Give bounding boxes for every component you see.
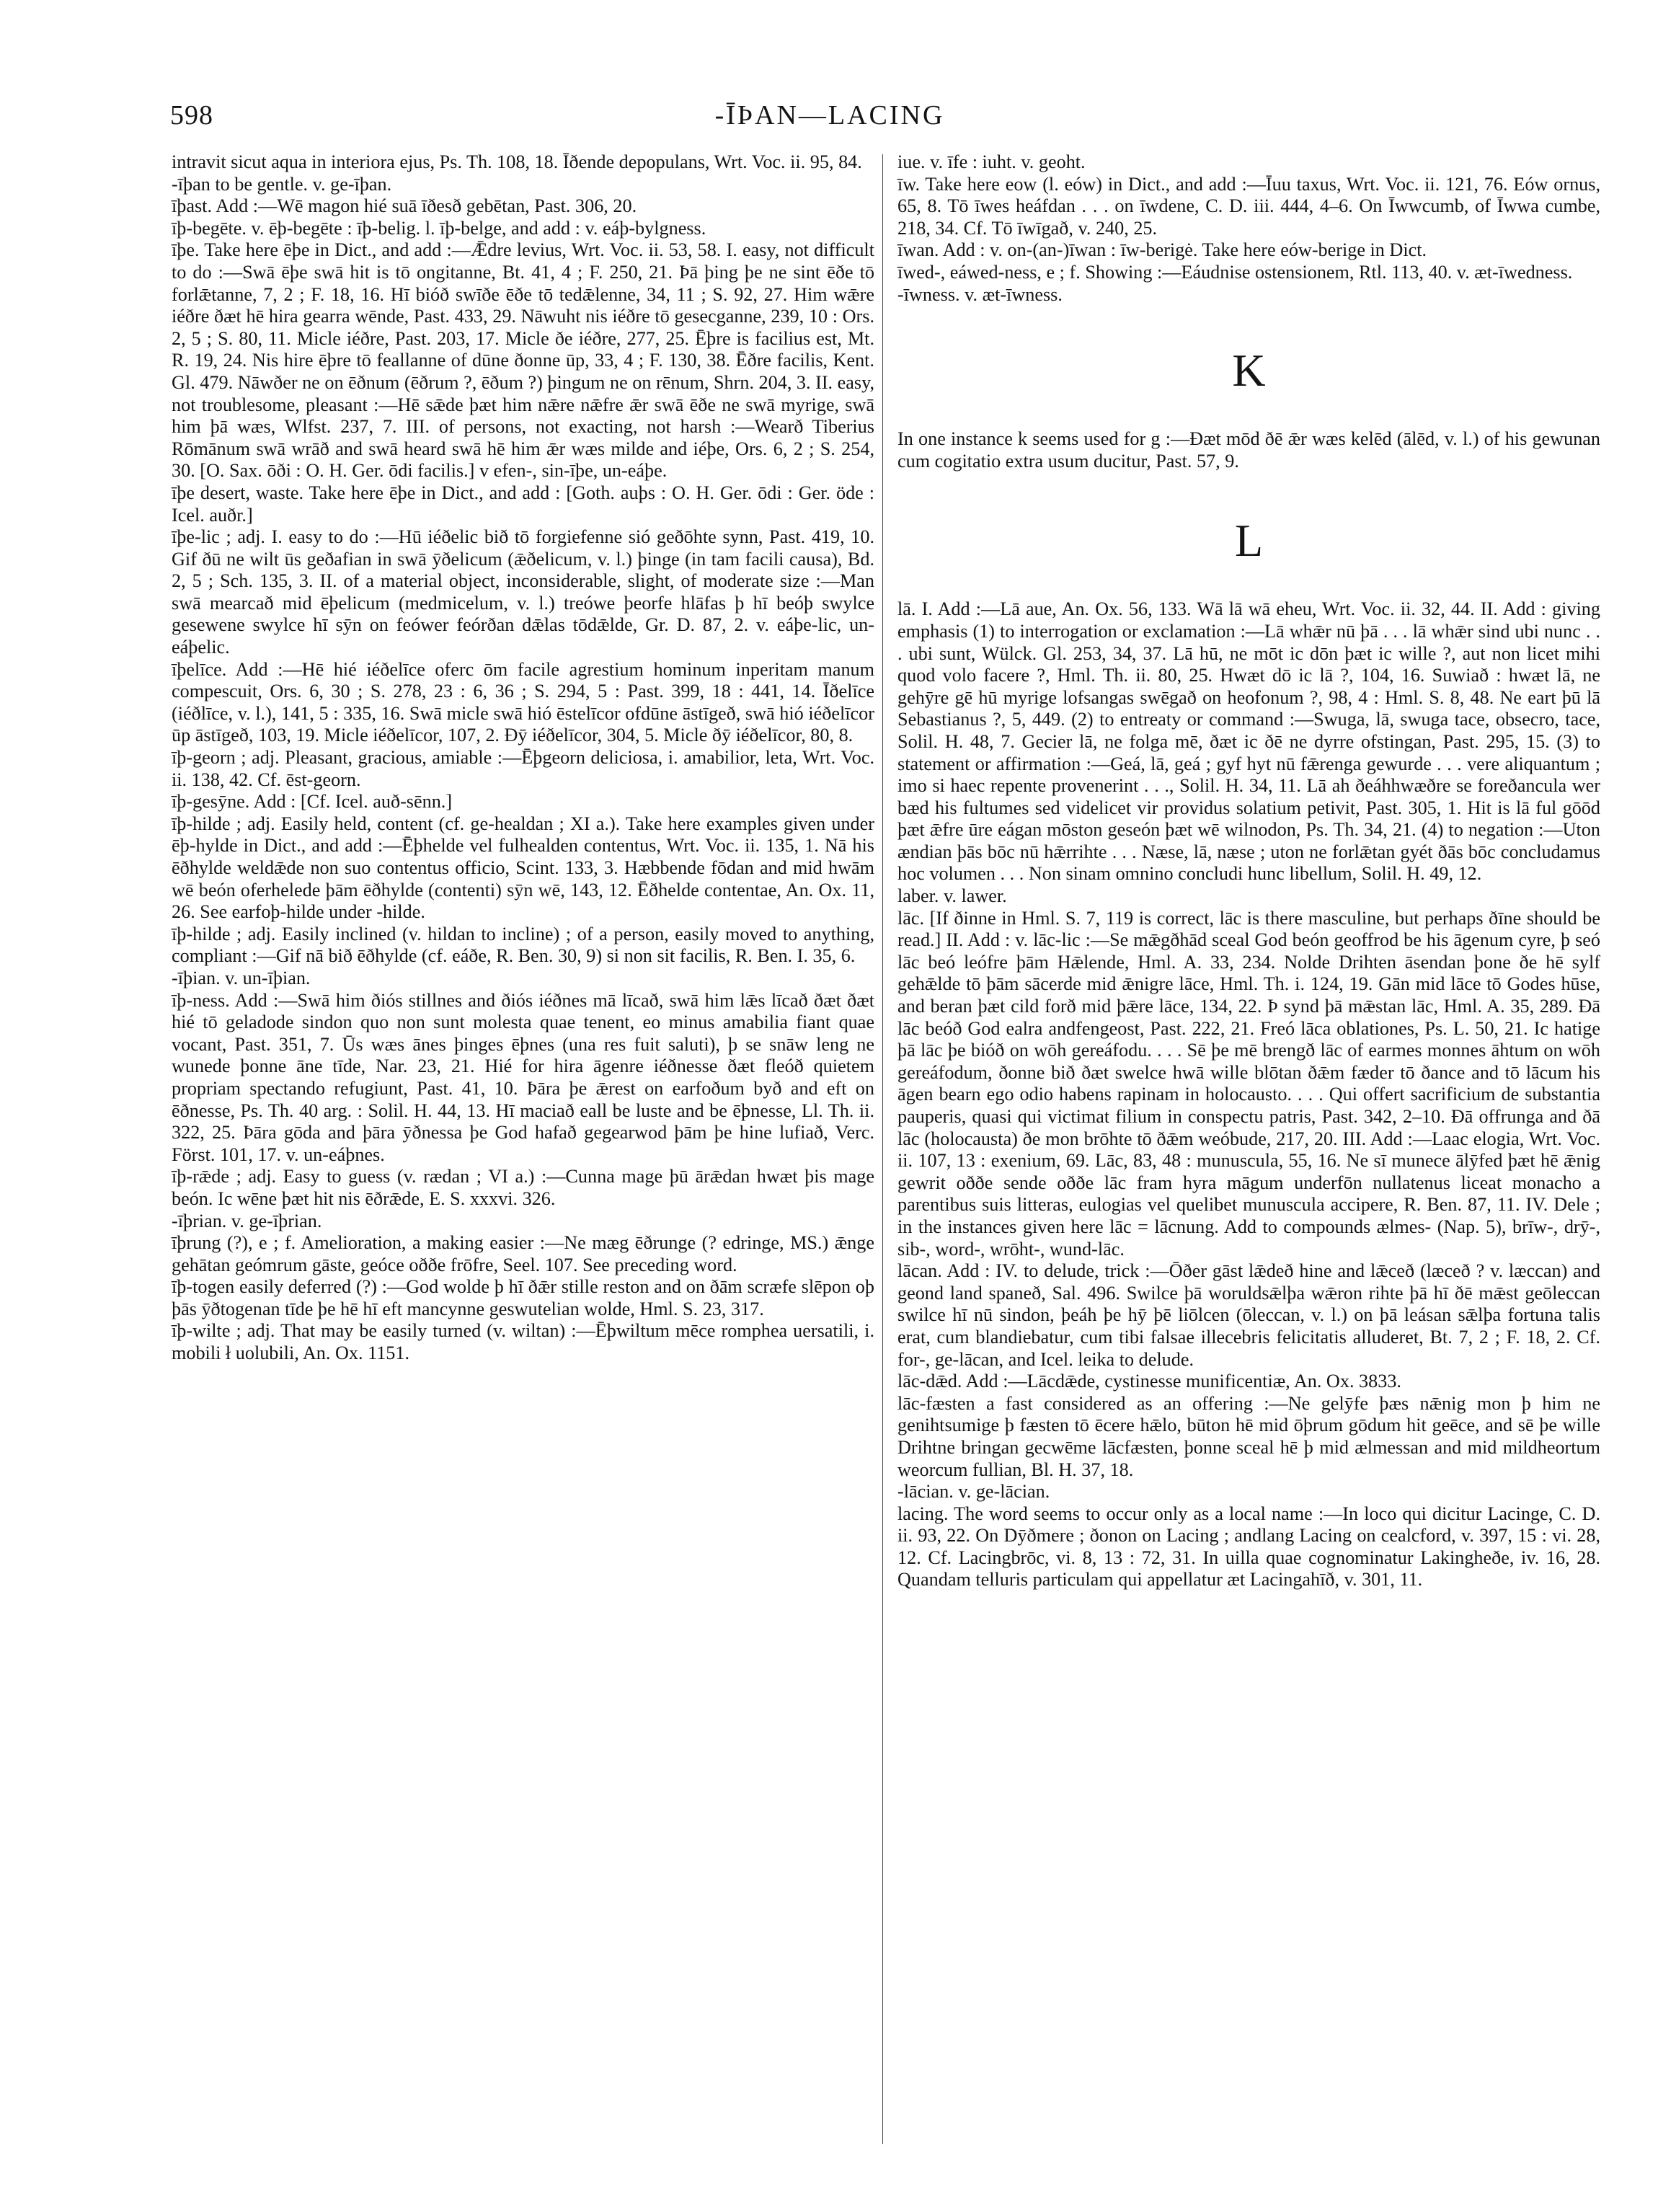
dictionary-entry: īþ-ness. Add :—Swā him ðiós stillnes and ðiós iéðnes mā līcað, swā him lǣs līcað ðæt ðæt hié tō geladode sindon quo non sunt molesta quae tenent, eo minus amabilia fiant quae vocant, Past. 351, 7. Ūs wæs ānes þinges ēþnes (una res fuit saluti), þ se snāw leng ne wunede þonne āne tīde, Nar. 23, 21. Hié for hira āgenre iéðnesse ðæt fleóð quietem propriam spectando refugiunt, Past. 41, 10. Þāra þe ǣrest on earfoðum byð and eft on ēðnesse, Ps. Th. 40 arg. : Solil. H. 44, 13. Hī maciað eall be luste and be ēþnesse, Ll. Th. ii. 322, 25. Þāra gōda and þāra ȳðnessa þe God hafað gegearwod þām þe hine lufiað, Verc. Först. 101, 17. v. un-eáþnes. [172,989,874,1165]
letter-heading-k: K [1232,345,1266,397]
dictionary-entry: īþ-gesȳne. Add : [Cf. Icel. auð-sēnn.] [172,791,453,813]
dictionary-entry: īþe. Take here ēþe in Dict., and add :—Ǣdre levius, Wrt. Voc. ii. 53, 58. I. easy, not difficult to do :—Swā ēþe swā hit is tō ongitanne, Bt. 41, 4 ; F. 250, 21. Þā þing þe ne sint ēðe tō forlǣtanne, 7, 2 ; F. 18, 16. Hī bióð swīðe ēðe tō tedǣlenne, 34, 11 ; S. 92, 27. Him wǣre iéðre ðæt hē hira gearra wēnde, Past. 433, 29. Nāwuht nis iéðre tō gesecganne, 239, 10 : Ors. 2, 5 ; S. 80, 11. Micle iéðre, Past. 203, 17. Micle ðe iéðre, 277, 25. Ēþre is facilius est, Mt. R. 19, 24. Nis hire ēþre tō feallanne of dūne ðonne ūp, 33, 4 ; F. 130, 38. Ēðre facilis, Kent. Gl. 479. Nāwðer ne on ēðnum (ēðrum ?, ēðum ?) þingum ne on rēnum, Shrn. 204, 3. II. easy, not troublesome, pleasant :—Hē sǣde þæt him nǣre nǣfre ǣr swā ēðe ne swā myrige, swā him þā wæs, Wlfst. 237, 7. III. of persons, not exacting, not harsh :—Wearð Tiberius Rōmānum swā wrāð and swā heard swā hē him ǣr wæs milde and iéþe, Ors. 6, 2 ; S. 254, 30. [O. Sax. ōði : O. H. Ger. ōdi facilis.] v efen-, sin-īþe, un-eáþe. [172,239,875,482]
left-column [172,151,874,1365]
dictionary-entry: īþe-lic ; adj. I. easy to do :—Hū iéðelic bið tō forgiefenne sió geðōhte synn, Past. 419, 10. Gif ðū ne wilt ūs geðafian in swā ȳðelicum (ǣðelicum, v. l.) þinge (in tam facili causa), Bd. 2, 5 ; Sch. 135, 3. II. of a material object, inconsiderable, slight, of moderate size :—Man swā mearcað mid ēþelicum (medmicelum, v. l.) treówe þeorfe hlāfas þ hī beóþ swylce gesewene swylce hī sȳn on feówer feórðan dǣlas tōdǣlde, Gr. D. 87, 2. v. eáþe-lic, un-eáþelic. [172,526,874,658]
dictionary-entry: īþ-togen easily deferred (?) :—God wolde þ hī ðǣr stille reston and on ðām scræfe slēpon oþ þās ȳðtogenan tīde þe hē hī eft mancynne geswutelian wolde, Hml. S. 23, 317. [172,1276,874,1319]
column-divider [882,154,883,2144]
page-number: 598 [170,100,213,130]
dictionary-entry: intravit sicut aqua in interiora ejus, Ps. Th. 108, 18. Īðende depopulans, Wrt. Voc. ii. 95, 84. [172,151,862,172]
dictionary-entry: īþ-hilde ; adj. Easily held, content (cf. ge-healdan ; XI a.). Take here examples given under ēþ-hylde in Dict., and add :—Ēþhelde vel fulhealden contentus, Wrt. Voc. ii. 135, 1. Nā his ēðhylde weldǣde non suo contentus officio, Scint. 133, 3. Hæbbende fōdan and mid hwām wē beón oferhelede þām ēðhylde (contenti) sȳn wē, 143, 12. Ēðhelde contentae, An. Ox. 11, 26. See earfoþ-hilde under -hilde. [172,813,874,923]
dictionary-entry: iue. v. īfe : iuht. v. geoht. [897,151,1086,172]
dictionary-entry: īþ-georn ; adj. Pleasant, gracious, amiable :—Ēþgeorn deliciosa, i. amabilior, leta, Wrt. Voc. ii. 138, 42. Cf. ēst-georn. [172,747,874,790]
dictionary-entry: lāc-fæsten a fast considered as an offering :—Ne gelȳfe þæs nǣnig mon þ him ne genihtsumige þ fæsten tō ēcere hǣlo, būton hē mid ōþrum gōdum hit geēce, and sē þe wille Drihtne bringan gecwēme lācfæsten, þonne sceal hē þ mid ælmessan and mid mildheortum weorcum fullian, Bl. H. 37, 18. [897,1392,1600,1480]
running-head: -ĪÞAN—LACING [714,100,945,130]
dictionary-entry: lāc-dǣd. Add :—Lācdǣde, cystinesse munificentiæ, An. Ox. 3833. [897,1371,1401,1392]
dictionary-entry: īþe desert, waste. Take here ēþe in Dict., and add : [Goth. auþs : O. H. Ger. ōdi : Ger. öde : Icel. auðr.] [172,482,874,526]
dictionary-entry: īþrung (?), e ; f. Amelioration, a making easier :—Ne mæg ēðrunge (? edringe, MS.) ǣnge gehātan geómrum gāste, geóce oððe frōfre, Seel. 107. See preceding word. [172,1232,874,1275]
page-header [170,99,1489,143]
dictionary-entry: īþelīce. Add :—Hē hié iéðelīce oferc ōm facile agrestium hominum inperitam manum compescuit, Ors. 6, 30 ; S. 278, 23 : 6, 36 ; S. 294, 5 : Past. 399, 18 : 441, 14. Īðelīce (iéðlīce, v. l.), 141, 5 : 335, 16. Swā micle swā hió ēstelīcor ofdūne āstīgeð, swā hió iéðelīcor ūp āstīgeð, 103, 19. Micle iéðelīcor, 107, 2. Ðȳ iéðelīcor, 304, 5. Micle ðȳ iéðelīcor, 80, 8. [172,658,874,746]
dictionary-entry: -īþan to be gentle. v. ge-īþan. [172,173,392,195]
dictionary-entry: īwan. Add : v. on-(an-)īwan : īw-berigė. Take here eów-berige in Dict. [897,239,1427,261]
dictionary-entry: lācan. Add : IV. to delude, trick :—Ōðer gāst lǣdeð hine and lǣceð (læceð ? v. læccan) and geond land spaneð, Sal. 496. Swilce þā woruldsǣlþa wǣron rihte þā hī ðē mǣst geōleccan swilce hī nū sindon, þeáh þe hȳ þē liōlcen (ōleccan, v. l.) on þā leásan sǣlþa fortuna talis erat, cum blandiebatur, cum tibi falsae illecebris felicitatis alluderet, Bt. 7, 2 ; F. 18, 2. Cf. for-, ge-lācan, and Icel. leika to delude. [897,1260,1600,1370]
dictionary-entry: īþast. Add :—Wē magon hié suā īðesð gebētan, Past. 306, 20. [172,195,637,217]
dictionary-entry: īþ-hilde ; adj. Easily inclined (v. hildan to incline) ; of a person, easily moved to anything, compliant :—Gif nā bið ēðhylde (cf. eáðe, R. Ben. 30, 9) si non sit facilis, R. Ben. I. 35, 6. [172,923,874,967]
dictionary-entry: lā. I. Add :—Lā aue, An. Ox. 56, 133. Wā lā wā eheu, Wrt. Voc. ii. 32, 44. II. Add : giving emphasis (1) to interrogation or exclamation :—Lā whǣr nū þā . . . lā whǣr sind ubi nunc . . . ubi sunt, Wülck. Gl. 253, 34, 37. Lā hū, ne mōt ic dōn þæt ic wille ?, aut non licet mihi quod volo facere ?, Hml. Th. ii. 80, 25. Hwæt dō ic lā ?, 104, 16. Suwiað : hwæt lā, ne gehȳre gē hū myrige lofsangas swēgað on heofonum ?, 98, 4 : Hml. S. 8, 48. Ne eart þū lā Sebastianus ?, 5, 449. (2) to entreaty or command :—Swuga, lā, swuga tace, obsecro, tace, Solil. H. 48, 7. Gecier lā, ne folga mē, ðæt ic ðē ne dyrre ofstingan, Past. 295, 15. (3) to statement or affirmation :—Geá, lā, geá ; gyf hyt nū fǣrenga gewurde . . . vere aliquantum ; imo si haec repente provenerint . . ., Solil. H. 34, 11. Lā ah ðeáhhwæðre se foreðancula wer bæd his fultumes sed videlicet vir providus solatium petivit, Past. 305, 1. Hit is lā ful gōōd þæt ǣfre ūre eágan mōston geseón þæt wē wilnodon, Ps. Th. 34, 21. (4) to negation :—Uton ændian þās bōc nū hǣrrihte . . . Næse, lā, næse ; uton ne forlǣtan gyét ðās bōc concludamus hoc volumen . . . Non sinam omnino concludi hunc libellum, Solil. H. 49, 12. [897,598,1600,885]
dictionary-entry: -lācian. v. ge-lācian. [897,1481,1050,1503]
dictionary-entry: -īwness. v. æt-īwness. [897,283,1063,305]
dictionary-entry: īþ-wilte ; adj. That may be easily turned (v. wiltan) :—Ēþwiltum mēce romphea uersatili, i. mobili ł uolubili, An. Ox. 1151. [172,1320,874,1364]
right-column [897,151,1600,1591]
letter-heading-l: L [1234,515,1264,567]
dictionary-entry: -īþrian. v. ge-īþrian. [172,1210,322,1231]
dictionary-entry: lāc. [If ðinne in Hml. S. 7, 119 is correct, lāc is there masculine, but perhaps ðīne should be read.] II. Add : v. lāc-lic :—Se mǣgðhād sceal God beón geoffrod be his āgenum cyre, þ seó lāc beó leófre þām Hǣlende, Hml. A. 33, 234. Nolde Drihten āsendan þone ðe hē sylf gehǣlde tō þām sācerde mid ǣnigre lāce, Hml. Th. i. 124, 19. Gān mid lāce tō Godes hūse, and beran þæt cild forð mid þǣre lāce, 134, 22. Þ synd þā mǣstan lāc, Hml. A. 35, 289. Ðā lāc beóð God ealra andfengeost, Past. 222, 21. Freó lāca oblationes, Ps. L. 50, 21. Ic hatige þā lāc þe bióð on wōh gereáfodu. . . . Sē þe mē brengð lāc of earmes monnes āhtum on wōh gereáfodum, ðonne bið ðæt swelce hwā wille blōtan ðǣm fæder tō ðance and tō lācum his āgen bearn ego odio habens rapinam in holocausto. . . . Qui offert sacrificium de substantia pauperis, quasi qui victimat filium in conspectu patris, Past. 342, 2–10. Ðā offrunga and ðā lāc (holocausta) ðe mon brōhte tō ðǣm weóbude, 217, 20. III. Add :—Laac elogia, Wrt. Voc. ii. 107, 13 : exenium, 69. Lāc, 83, 48 : munuscula, 55, 16. Ne sī munece ālȳfed þæt hē ǣnig gewrit oððe sende oððe lāc fram hyra māgum underfōn nullatenus liceat monacho a parentibus suis litteras, eulogias vel quelibet munuscula accipere, R. Ben. 87, 11. IV. Dele ; in the instances given here lāc = lācnung. Add to compounds ælmes- (Nap. 5), brīw-, drȳ-, sib-, word-, wrōht-, wund-lāc. [897,907,1600,1260]
dictionary-entry: īþ-begēte. v. ēþ-begēte : īþ-belig. l. īþ-belge, and add : v. eáþ-bylgness. [172,217,706,239]
letter-k-intro: In one instance k seems used for g :—Ðæt mōd ðē ǣr wæs kelēd (ālēd, v. l.) of his gewunan cum cogitatio extra usum ducitur, Past. 57, 9. [897,428,1600,472]
dictionary-entry: īþ-rǣde ; adj. Easy to guess (v. rædan ; VI a.) :—Cunna mage þū ārǣdan hwæt þis mage beón. Ic wēne þæt hit nis ēðrǣde, E. S. xxxvi. 326. [172,1166,874,1209]
dictionary-entry: lacing. The word seems to occur only as a local name :—In loco qui dicitur Lacinge, C. D. ii. 93, 22. On Dȳðmere ; ðonon on Lacing ; andlang Lacing on cealcford, v. 397, 15 : vi. 28, 12. Cf. Lacingbrōc, vi. 8, 13 : 72, 31. In uilla quae cognominatur Lakinghеðe, iv. 16, 28. Quandam telluris particulam qui appellatur æt Lacingahīð, v. 301, 11. [897,1503,1600,1591]
dictionary-entry: laber. v. lawer. [897,885,1007,907]
dictionary-entry: īwed-, eáwed-ness, e ; f. Showing :—Eáudnise ostensionem, Rtl. 113, 40. v. æt-īwedness. [897,261,1573,283]
dictionary-entry: -īþian. v. un-īþian. [172,967,311,988]
dictionary-entry: īw. Take here eow (l. eów) in Dict., and add :—Īuu taxus, Wrt. Voc. ii. 121, 76. Eów ornus, 65, 8. Tō īwes heáfdan . . . on īwdene, C. D. iii. 444, 4–6. On Īwwcumb, of Īwwa cumbe, 218, 34. Cf. Tō īwīgað, v. 240, 25. [897,173,1600,239]
